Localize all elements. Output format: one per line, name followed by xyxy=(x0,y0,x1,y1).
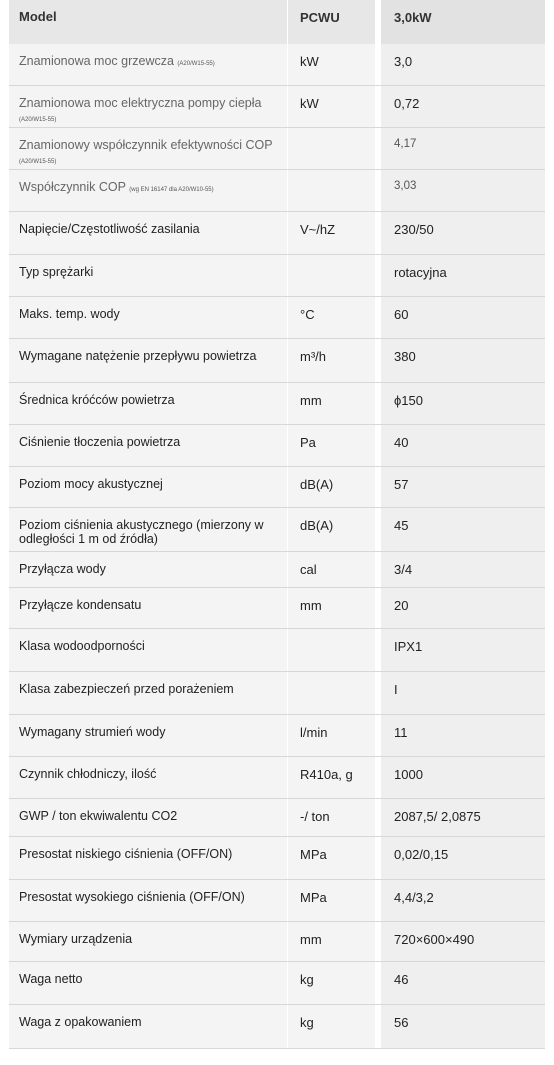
row-label xyxy=(9,508,287,551)
row-value: 3/4 xyxy=(375,552,545,587)
header-model: Model xyxy=(9,0,287,44)
row-unit xyxy=(287,672,375,714)
row-label-text: Przyłącza wody xyxy=(19,562,106,576)
row-unit xyxy=(287,170,375,211)
row-unit: kg xyxy=(287,962,375,1004)
row-unit: V~/hZ xyxy=(287,212,375,254)
row-label xyxy=(9,297,287,338)
row-unit: mm xyxy=(287,922,375,961)
row-value: ϕ150 xyxy=(375,383,545,424)
table-row xyxy=(9,715,545,757)
table-row xyxy=(9,339,545,383)
row-unit: -/ ton xyxy=(287,799,375,836)
row-label xyxy=(9,212,287,254)
row-label-text: Wymagane natężenie przepływu powietrza xyxy=(19,349,257,363)
row-unit: Pa xyxy=(287,425,375,466)
row-value: I xyxy=(375,672,545,714)
row-label-text: Waga netto xyxy=(19,972,83,986)
row-label-text: Współczynnik COP xyxy=(19,180,126,194)
table-row xyxy=(9,629,545,672)
row-value: 11 xyxy=(375,715,545,756)
row-label xyxy=(9,425,287,466)
row-value: 2087,5/ 2,0875 xyxy=(375,799,545,836)
table-row xyxy=(9,922,545,962)
row-unit: m³/h xyxy=(287,339,375,382)
row-label-text: Poziom ciśnienia akustycznego (mierzony w odległości 1 m od źródła) xyxy=(19,518,264,546)
row-label xyxy=(9,1005,287,1048)
table-row xyxy=(9,425,545,467)
spec-table xyxy=(9,0,545,1049)
row-value: 4,17 xyxy=(375,128,545,169)
table-header xyxy=(9,0,545,44)
row-value: 45 xyxy=(375,508,545,551)
table-row xyxy=(9,212,545,255)
row-value: 40 xyxy=(375,425,545,466)
row-label xyxy=(9,715,287,756)
table-row xyxy=(9,672,545,715)
row-label xyxy=(9,880,287,921)
row-label xyxy=(9,170,287,211)
table-row xyxy=(9,962,545,1005)
row-value: 230/50 xyxy=(375,212,545,254)
row-value: 56 xyxy=(375,1005,545,1048)
row-label-text: Wymagany strumień wody xyxy=(19,725,166,739)
row-label-note: (A20/W15-55) xyxy=(19,159,57,165)
row-label-text: Maks. temp. wody xyxy=(19,307,120,321)
row-label-text: Przyłącze kondensatu xyxy=(19,598,142,612)
row-label-text: Poziom mocy akustycznej xyxy=(19,477,163,491)
table-row xyxy=(9,297,545,339)
row-label xyxy=(9,799,287,836)
row-unit: MPa xyxy=(287,880,375,921)
row-value: 0,02/0,15 xyxy=(375,837,545,879)
row-label-text: Czynnik chłodniczy, ilość xyxy=(19,767,157,781)
row-label xyxy=(9,962,287,1004)
row-unit: dB(A) xyxy=(287,508,375,551)
row-value: 20 xyxy=(375,588,545,628)
row-label-text: Znamionowa moc elektryczna pompy ciepła xyxy=(19,96,262,110)
row-label xyxy=(9,552,287,587)
row-label xyxy=(9,128,287,169)
table-body xyxy=(9,44,545,1049)
row-label xyxy=(9,255,287,296)
row-value: 720×600×490 xyxy=(375,922,545,961)
row-unit xyxy=(287,255,375,296)
row-unit: mm xyxy=(287,383,375,424)
row-label-text: Znamionowa moc grzewcza xyxy=(19,54,174,68)
row-label-text: Napięcie/Częstotliwość zasilania xyxy=(19,222,200,236)
row-unit xyxy=(287,128,375,169)
row-label-text: Klasa zabezpieczeń przed porażeniem xyxy=(19,682,234,696)
row-value: 57 xyxy=(375,467,545,507)
table-row xyxy=(9,170,545,212)
row-label-note: (A20/W15-55) xyxy=(19,117,57,123)
row-label-text: Ciśnienie tłoczenia powietrza xyxy=(19,435,181,449)
row-label xyxy=(9,339,287,382)
table-row xyxy=(9,128,545,170)
row-label-note: (A20/W15-55) xyxy=(177,61,215,67)
row-value: 380 xyxy=(375,339,545,382)
row-value: 60 xyxy=(375,297,545,338)
table-row xyxy=(9,383,545,425)
row-label-text: Wymiary urządzenia xyxy=(19,932,133,946)
row-unit: kW xyxy=(287,44,375,85)
row-label xyxy=(9,383,287,424)
row-value: rotacyjna xyxy=(375,255,545,296)
table-row xyxy=(9,467,545,508)
row-unit: kW xyxy=(287,86,375,127)
row-unit: R410a, g xyxy=(287,757,375,798)
row-value: 1000 xyxy=(375,757,545,798)
row-value: 4,4/3,2 xyxy=(375,880,545,921)
row-label-text: Znamionowy współczynnik efektywności COP xyxy=(19,138,273,152)
table-row xyxy=(9,757,545,799)
row-label-text: Klasa wodoodporności xyxy=(19,639,145,653)
row-label-text: Typ sprężarki xyxy=(19,265,94,279)
row-unit: dB(A) xyxy=(287,467,375,507)
table-row xyxy=(9,508,545,552)
row-label-text: Średnica króćców powietrza xyxy=(19,393,175,407)
row-label-text: Waga z opakowaniem xyxy=(19,1015,142,1029)
table-row xyxy=(9,588,545,629)
row-label-note: (wg EN 16147 dla A20/W10-55) xyxy=(129,187,214,193)
table-row xyxy=(9,255,545,297)
table-row xyxy=(9,552,545,588)
row-unit: mm xyxy=(287,588,375,628)
row-value: 46 xyxy=(375,962,545,1004)
table-row xyxy=(9,44,545,86)
row-unit: °C xyxy=(287,297,375,338)
row-label-text: Presostat niskiego ciśnienia (OFF/ON) xyxy=(19,847,233,861)
row-label xyxy=(9,922,287,961)
row-unit: MPa xyxy=(287,837,375,879)
header-unit: PCWU xyxy=(287,0,375,44)
row-label xyxy=(9,86,287,127)
table-row xyxy=(9,1005,545,1049)
row-value: 3,0 xyxy=(375,44,545,85)
table-row xyxy=(9,837,545,880)
row-label xyxy=(9,629,287,671)
row-label-text: GWP / ton ekwiwalentu CO2 xyxy=(19,809,178,823)
row-label-text: Presostat wysokiego ciśnienia (OFF/ON) xyxy=(19,890,245,904)
table-row xyxy=(9,799,545,837)
row-label xyxy=(9,757,287,798)
row-label xyxy=(9,467,287,507)
row-value: 0,72 xyxy=(375,86,545,127)
row-unit: l/min xyxy=(287,715,375,756)
row-unit: kg xyxy=(287,1005,375,1048)
row-label xyxy=(9,837,287,879)
row-label xyxy=(9,44,287,85)
row-value: 3,03 xyxy=(375,170,545,211)
row-unit xyxy=(287,629,375,671)
row-label xyxy=(9,672,287,714)
row-label xyxy=(9,588,287,628)
table-row xyxy=(9,880,545,922)
row-value: IPX1 xyxy=(375,629,545,671)
table-row xyxy=(9,86,545,128)
row-unit: cal xyxy=(287,552,375,587)
header-value: 3,0kW xyxy=(375,0,545,44)
